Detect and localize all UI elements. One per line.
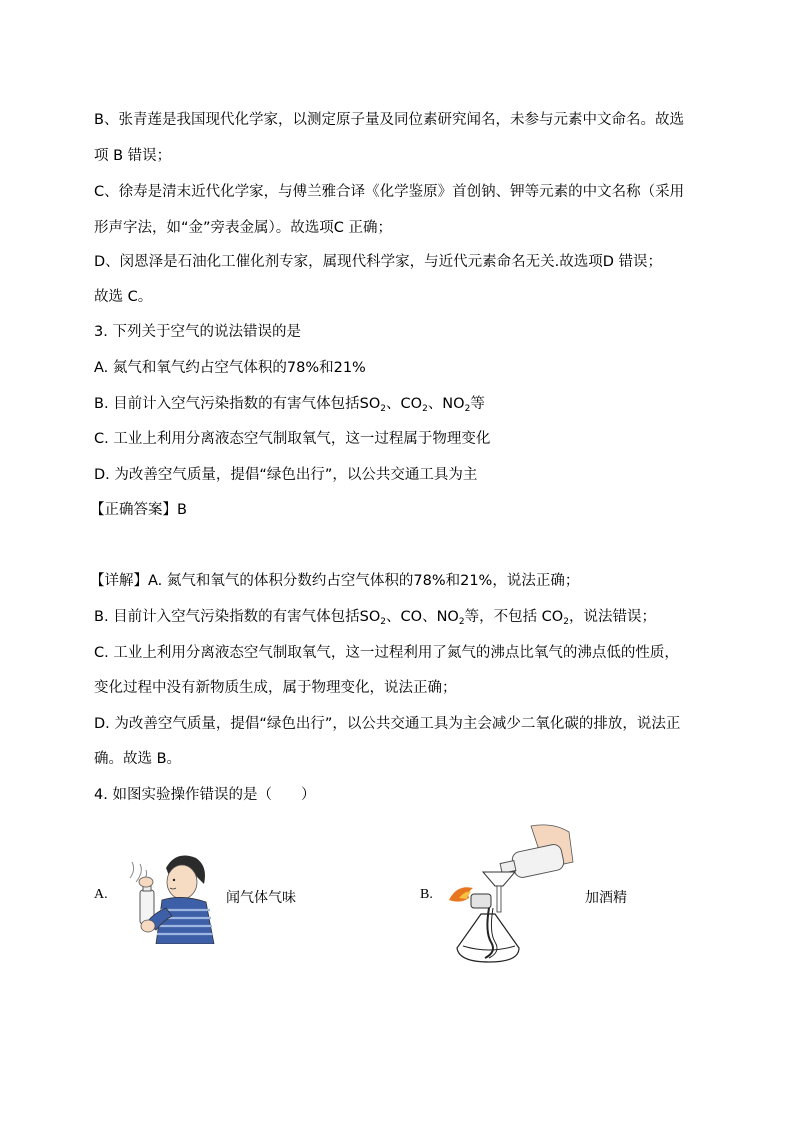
question-4-option-a-label: A. [94,887,108,902]
solution-conclusion: 故选 C。 [94,289,153,305]
option-b-text: 等 [470,396,485,412]
question-4-option-b-text: 加酒精 [585,890,627,906]
detail-d-line2: 确。故选 B。 [94,751,182,767]
detail-c-line1: C. 工业上利用分离液态空气制取氧气，这一过程利用了氮气的沸点比氧气的沸点低的性质， [94,645,679,661]
solution-line-b: B、张青莲是我国现代化学家，以测定原子量及同位素研究闻名，未参与元素中文命名。故选 [94,112,684,128]
subscript: 2 [458,617,465,627]
subscript: 2 [563,617,569,627]
subscript: 2 [422,404,428,414]
question-3-option-d: D. 为改善空气质量，提倡“绿色出行”，以公共交通工具为主 [94,467,478,483]
question-3-stem: 3. 下列关于空气的说法错误的是 [94,324,301,340]
question-4-stem: 4. 如图实验操作错误的是（ ） [94,787,316,803]
detail-b-text: 、CO、NO [386,609,459,625]
question-3-option-b [94,394,485,414]
detail-b-text: B. 目前计入空气污染指数的有害气体包括SO [94,609,381,625]
question-4-option-b-label: B. [420,887,433,902]
question-3-option-c: C. 工业上利用分离液态空气制取氧气，这一过程属于物理变化 [94,431,491,447]
solution-line-c-cont: 形声字法，如“金”旁表金属）。故选项C 正确； [94,220,393,236]
option-b-text: B. 目前计入空气污染指数的有害气体包括SO [94,396,381,412]
solution-line-c: C、徐寿是清末近代化学家，与傅兰雅合译《化学鉴原》首创钠、钾等元素的中文名称（采用 [94,184,685,200]
detail-b [94,607,656,627]
solution-line-b-cont: 项 B 错误； [94,148,172,164]
option-b-text: 、NO [427,396,465,412]
subscript: 2 [464,404,471,414]
detail-a: 【详解】A. 氮气和氧气的体积分数约占空气体积的78%和21%，说法正确； [90,573,580,589]
option-b-text: 、CO [386,396,423,412]
question-4-option-a-text: 闻气体气味 [226,890,296,906]
smelling-gas-illustration [122,848,220,948]
detail-b-text: 等，不包括 CO [464,609,564,625]
detail-c-line2: 变化过程中没有新物质生成，属于物理变化，说法正确； [94,680,457,696]
detail-d-line1: D. 为改善空气质量，提倡“绿色出行”，以公共交通工具为主会减少二氧化碳的排放，说法正 [94,716,681,732]
detail-b-text: ，说法错误； [568,609,656,625]
subscript: 2 [380,404,387,414]
subscript: 2 [380,617,387,627]
correct-answer: 【正确答案】B [90,502,187,518]
solution-line-d: D、闵恩泽是石油化工催化剂专家，属现代科学家，与近代元素命名无关.故选项D 错误； [94,254,663,270]
question-3-option-a: A. 氮气和氧气约占空气体积的78%和21% [94,360,366,376]
adding-alcohol-illustration [445,822,575,974]
